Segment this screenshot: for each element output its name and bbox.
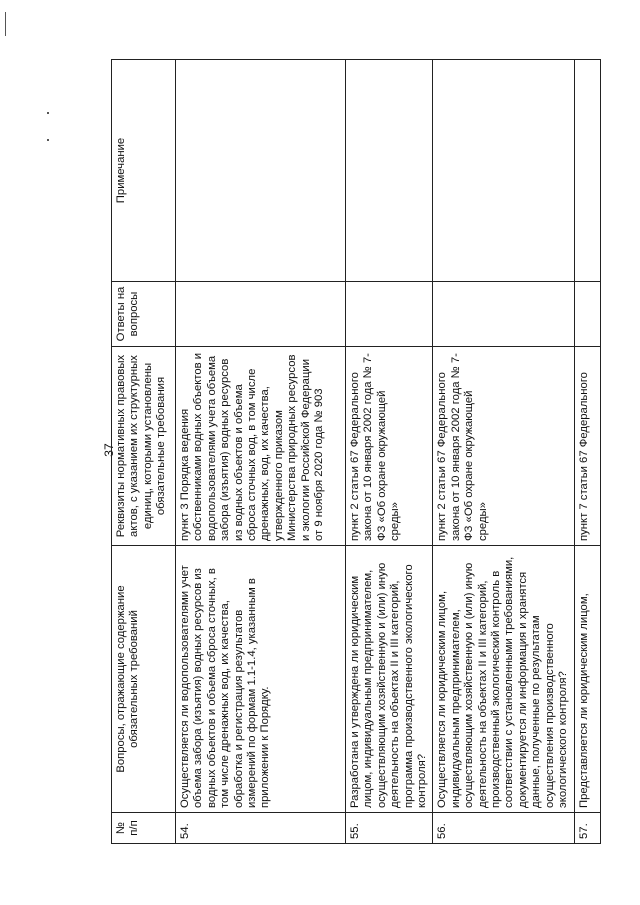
header-requisites: Реквизиты нормативных правовых актов, с указанием их структурных единиц, которыми установлены обязательные требования [112, 347, 176, 546]
row-requisites: пункт 7 статьи 67 Федерального [575, 347, 601, 546]
rotated-table-container [111, 59, 593, 844]
row-requisites: пункт 2 статьи 67 Федерального закона от 10 января 2002 года № 7-ФЗ «Об охране окружающей среды» [346, 347, 433, 546]
row-number: 54. [176, 813, 346, 844]
row-requisites: пункт 2 статьи 67 Федерального закона от 10 января 2002 года № 7-ФЗ «Об охране окружающей среды» [433, 347, 575, 546]
row-requisites: пункт 3 Порядка ведения собственниками водных объектов и водопользователями учета объема забора (изъятия) водных ресурсов из водных объектов и объема сброса сточных вод, в том числе дренажных, вод, их качества, утвержденного приказом Министерства природных ресурсов и экологии Российской Федерации от 9 ноября 2020 года № 903 [176, 347, 346, 546]
table-row [346, 60, 433, 844]
row-question: Осуществляется ли водопользователями учет объема забора (изъятия) водных ресурсов из водных объектов и объема сброса сточных, в том числе дренажных вод, их качества, обработка и регистрация результатов измерений по формам 1.1-1.4, указанным в приложении к Порядку. [176, 546, 346, 813]
header-answers: Ответы на вопросы [112, 282, 176, 347]
row-question: Осуществляется ли юридическим лицом, индивидуальным предпринимателем, осуществляющим хозяйственную и (или) иную деятельность на объектах II и III категорий, производственный экологический контроль в соответствии с установленными требованиями, документируется ли информация и хранятся данные, полученные по результатам осуществления производственного экологического контроля? [433, 546, 575, 813]
row-note-cell[interactable] [176, 60, 346, 282]
row-answer-cell[interactable] [176, 282, 346, 347]
row-number: 57. [575, 813, 601, 844]
row-note-cell[interactable] [433, 60, 575, 282]
row-note-cell[interactable] [575, 60, 601, 282]
row-question: Разработана и утверждена ли юридическим лицом, индивидуальным предпринимателем, осуществляющим хозяйственную и (или) иную деятельность на объектах II и III категорий, программа производственного экологического контроля? [346, 546, 433, 813]
row-answer-cell[interactable] [433, 282, 575, 347]
row-answer-cell[interactable] [346, 282, 433, 347]
table-row [176, 60, 346, 844]
row-note-cell[interactable] [346, 60, 433, 282]
page-number: 37 [102, 443, 116, 457]
row-number: 56. [433, 813, 575, 844]
scan-mark [5, 12, 6, 36]
table-row [575, 60, 601, 844]
header-question: Вопросы, отражающие содержание обязательных требований [112, 546, 176, 813]
scan-mark [47, 139, 49, 141]
row-question: Представляется ли юридическим лицом, [575, 546, 601, 813]
table-header-row [112, 60, 176, 844]
requirements-table [111, 59, 601, 844]
scan-mark [47, 112, 49, 114]
header-num: № п/п [112, 813, 176, 844]
row-answer-cell[interactable] [575, 282, 601, 347]
header-note: Примечание [112, 60, 176, 282]
row-number: 55. [346, 813, 433, 844]
table-row [433, 60, 575, 844]
